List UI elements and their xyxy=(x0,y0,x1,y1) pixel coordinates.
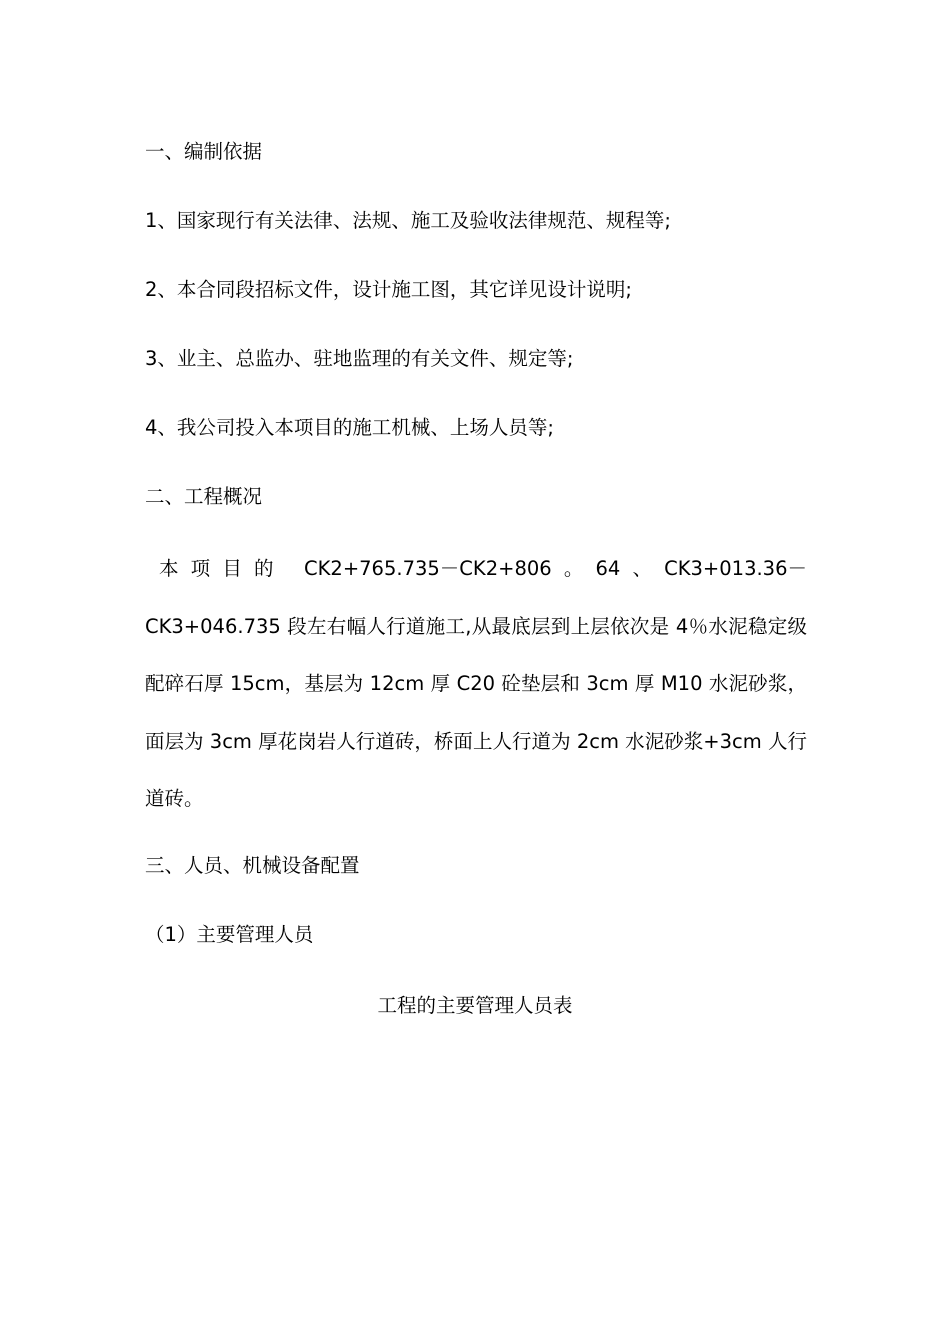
basis-item-4: 4、我公司投入本项目的施工机械、上场人员等; xyxy=(145,416,554,439)
section-heading-basis: 一、编制依据 xyxy=(145,140,263,163)
basis-item-2: 2、本合同段招标文件，设计施工图，其它详见设计说明; xyxy=(145,278,632,301)
section-heading-staffing: 三、人员、机械设备配置 xyxy=(145,854,360,877)
subsection-heading-management: （1）主要管理人员 xyxy=(145,923,314,946)
table-title: 工程的主要管理人员表 xyxy=(377,994,573,1017)
overview-paragraph: 本项目的 CK2+765.735－CK2+806。64、CK3+013.36－CK3+046.735 段左右幅人行道施工,从最底层到上层依次是 4％水泥稳定级配碎石厚 15cm，基层为 12cm 厚 C20 砼垫层和 3cm 厚 M10 水泥砂浆，面层为 3cm 厚花岗岩人行道砖，桥面上人行道为 2cm 水泥砂浆+3cm 人行道砖。 xyxy=(145,557,807,811)
section-heading-overview: 二、工程概况 xyxy=(145,485,263,508)
basis-item-1: 1、国家现行有关法律、法规、施工及验收法律规范、规程等; xyxy=(145,209,671,232)
basis-item-3: 3、业主、总监办、驻地监理的有关文件、规定等; xyxy=(145,347,574,370)
